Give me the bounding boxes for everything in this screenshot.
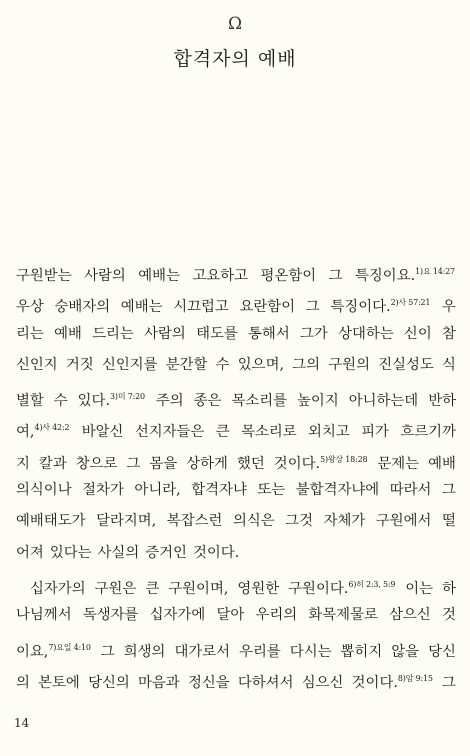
word: 태도를 (196, 325, 238, 342)
word: 불합격자냐에 (295, 482, 380, 499)
word: 예배는 (138, 268, 180, 284)
word: 상대하는 (338, 325, 394, 342)
word: 평온함이 (260, 268, 317, 284)
word: 당신의 (88, 674, 130, 691)
word: 예배 (428, 455, 456, 472)
word: 우리를 (239, 643, 281, 660)
word: 사실의 (97, 544, 140, 561)
word: 화목제물로 (308, 607, 378, 624)
word: 있다는 (49, 544, 92, 561)
word: 반하 (428, 393, 456, 410)
word: 또는 (257, 482, 286, 499)
word: 외치고 (308, 424, 350, 441)
text-line (16, 632, 456, 663)
text-line (16, 475, 456, 506)
word: 종은 (193, 393, 222, 410)
word: 본토에 (38, 674, 80, 691)
word: 별할 (16, 393, 44, 410)
word: 십자가에 (149, 607, 206, 624)
word: 어져 (16, 544, 44, 561)
word: 이요,$^{7)요일 4:10}$ (16, 642, 91, 660)
word: 여,$^{4)사 42:2}$ (16, 423, 70, 441)
word: 상하게 (186, 455, 228, 472)
word: 구원받는 (16, 268, 72, 284)
word: 사람의 (84, 268, 126, 284)
word: 수 (53, 393, 68, 410)
word: 숭배자의 (54, 299, 111, 316)
word: 수 (215, 356, 230, 373)
word: 아니하는데 (348, 393, 419, 410)
body-text (16, 256, 456, 694)
word: 요란함이 (239, 299, 296, 316)
word: 우 (442, 299, 456, 316)
word: 드리는 (92, 325, 134, 342)
word: 달라지며, (96, 513, 157, 530)
word: 높이지 (297, 393, 339, 410)
word: 것이다.$^{5)왕상 18:28}$ (273, 454, 368, 472)
word: 의식이나 (16, 482, 72, 499)
word: 피가 (361, 424, 389, 441)
word: 십자가의 (30, 580, 86, 597)
scripture-reference: 2)사 57:21 (390, 298, 431, 308)
word: 마음과 (138, 674, 180, 691)
word: 주의 (155, 393, 184, 410)
word: 달아 (216, 607, 245, 624)
word: 우리의 (255, 607, 298, 624)
word: 구원에서 (375, 513, 432, 530)
word: 것이다. (192, 544, 240, 561)
word: 몸을 (149, 455, 178, 472)
scripture-reference: 3)미 7:20 (110, 392, 145, 402)
word: 그가 (300, 325, 328, 342)
text-line (16, 444, 456, 475)
word: 신이 (403, 325, 432, 342)
word: 따라서 (389, 482, 432, 499)
word: 큰 (145, 580, 160, 597)
word: 큰 (215, 424, 230, 441)
word: 합격자냐 (191, 482, 247, 499)
word: 아니라, (134, 482, 181, 499)
word: 지 (16, 455, 30, 472)
word: 그 (442, 482, 456, 499)
word: 창으로 (75, 455, 118, 472)
word: 그 (442, 674, 456, 691)
word: 것이다.$^{8)암 9:15}$ (351, 673, 433, 691)
word: 복잡스런 (166, 513, 223, 530)
word: 뽑히지 (340, 643, 383, 660)
word: 하 (442, 580, 456, 597)
text-line (16, 569, 456, 600)
word: 그의 (292, 356, 321, 373)
word: 우상 (16, 299, 44, 316)
word: 떨 (442, 513, 456, 530)
word: 선지자들은 (134, 424, 205, 441)
word: 리는 (16, 325, 44, 342)
word: 통해서 (248, 325, 290, 342)
word: 다시는 (289, 643, 332, 660)
word: 그 (126, 455, 141, 472)
word: 구원은 (94, 580, 137, 597)
text-line (16, 256, 456, 287)
text-line (16, 506, 456, 537)
word: 정신을 (187, 674, 230, 691)
word: 참 (441, 325, 456, 342)
word: 있다.$^{3)미 7:20}$ (77, 392, 145, 410)
scripture-reference: 8)암 9:15 (397, 673, 433, 683)
scripture-reference: 6)히 2:3, 5:9 (348, 579, 396, 589)
word: 그 (100, 643, 115, 660)
word: 않을 (391, 643, 420, 660)
word: 진실성도 (378, 356, 434, 373)
word: 심으신 (301, 674, 344, 691)
word: 거짓 (65, 356, 94, 373)
word: 그것 (285, 513, 314, 530)
word: 증거인 (145, 544, 187, 561)
text-line (16, 538, 456, 569)
word: 의 (16, 674, 30, 691)
word: 흐르기까 (400, 424, 456, 441)
word: 예배는 (120, 299, 163, 316)
word: 다하셔서 (237, 674, 294, 691)
word: 그 (305, 299, 320, 316)
word: 고요하고 (192, 268, 249, 284)
word: 의식은 (232, 513, 275, 530)
word: 나님께서 (16, 607, 72, 624)
word: 특징이요.$^{1)요 14:27}$ (354, 267, 455, 284)
word: 바알신 (81, 424, 124, 441)
scripture-reference: 1)요 14:27 (415, 267, 455, 276)
word: 영원한 (237, 580, 280, 597)
word: 목소리로 (241, 424, 297, 441)
word: 독생자를 (82, 607, 139, 624)
word: 목소리를 (231, 393, 288, 410)
word: 사람의 (144, 325, 186, 342)
chapter-title: 합격자의 예배 (173, 48, 297, 70)
text-line (16, 381, 456, 412)
word: 희생의 (123, 643, 166, 660)
word: 예배 (54, 325, 82, 342)
word: 시끄럽고 (173, 299, 229, 316)
word: 했던 (236, 455, 265, 472)
word: 삼으신 (389, 607, 431, 624)
scripture-reference: 5)왕상 18:28 (320, 454, 368, 464)
word: 구원이며, (168, 580, 229, 597)
word: 것 (442, 607, 456, 624)
omega-symbol: Ω (227, 14, 243, 34)
word: 구원이다.$^{6)히 2:3, 5:9}$ (288, 579, 396, 597)
word: 문제는 (377, 455, 420, 472)
word: 신인지를 (101, 356, 158, 373)
word: 분간할 (165, 356, 208, 373)
word: 이는 (405, 580, 434, 597)
word: 대가로서 (174, 643, 231, 660)
word: 절차가 (82, 482, 124, 499)
word: 당신 (428, 643, 456, 660)
word: 자체가 (323, 513, 366, 530)
word: 특징이다.$^{2)사 57:21}$ (330, 298, 431, 316)
word: 예배태도가 (16, 513, 86, 530)
word: 식 (442, 356, 456, 373)
scripture-reference: 4)사 42:2 (34, 423, 70, 433)
word: 그 (328, 268, 343, 284)
text-line (16, 600, 456, 631)
word: 구원의 (328, 356, 370, 373)
word: 칼과 (38, 455, 67, 472)
text-line (16, 350, 456, 381)
page-number: 14 (14, 716, 30, 730)
word: 신인지 (16, 356, 58, 373)
word: 있으며, (237, 356, 285, 373)
scripture-reference: 7)요일 4:10 (48, 642, 91, 652)
